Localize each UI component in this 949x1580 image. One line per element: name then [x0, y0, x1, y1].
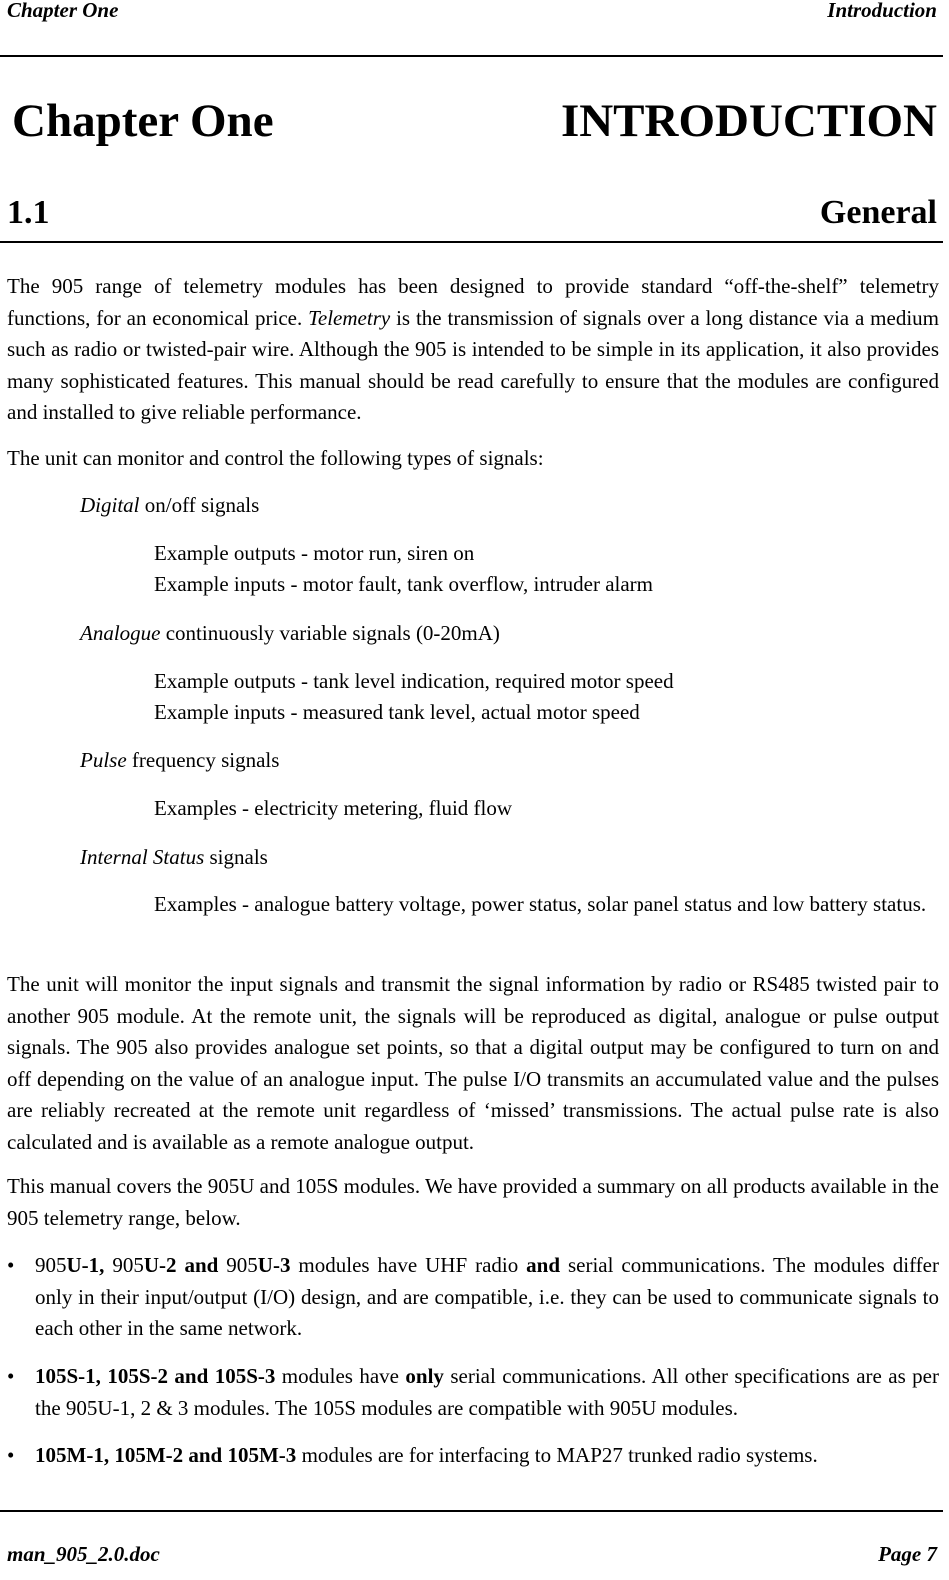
- pulse-examples: Examples - electricity metering, fluid flow: [154, 796, 513, 820]
- section-title: General: [819, 194, 937, 231]
- manual-coverage-paragraph: This manual covers the 905U and 105S modules. We have provided a summary on all products available in the 905 telemetry range, below.: [7, 1174, 939, 1230]
- footer-rule: [0, 1510, 943, 1512]
- chapter-title: INTRODUCTION: [560, 95, 937, 147]
- digital-example-outputs: Example outputs - motor run, siren on: [154, 541, 475, 565]
- bullet-dot: •: [7, 1443, 15, 1467]
- analogue-example-outputs: Example outputs - tank level indication, required motor speed: [154, 669, 674, 693]
- running-header-left: Chapter One: [7, 0, 119, 22]
- telemetry-term: Telemetry: [308, 305, 391, 330]
- running-header-right: Introduction: [827, 0, 937, 22]
- header-rule: [0, 55, 943, 57]
- signals-intro: The unit can monitor and control the following types of signals:: [7, 446, 544, 470]
- intro-paragraph: The 905 range of telemetry modules has been designed to provide standard “off-the-shelf” telemetry functions, for an economical price. Telemetry is the transmission of signals over a long distance via a medium such as radio or twisted-pair wire. Although the 905 is intended to be simple in its application, it also provides many sophisticated features. This manual should be read carefully to ensure that the modules are configured and installed to give reliable performance.: [7, 274, 940, 424]
- footer-doc-name: man_905_2.0.doc: [7, 1542, 160, 1566]
- analogue-signal-heading: Analogue continuously variable signals (0-20mA): [80, 621, 500, 645]
- bullet-105m-modules: 105M-1, 105M-2 and 105M-3 modules are for interfacing to MAP27 trunked radio systems.: [35, 1443, 818, 1467]
- section-number: 1.1: [7, 194, 50, 231]
- internal-status-examples: Examples - analogue battery voltage, power status, solar panel status and low battery status.: [154, 892, 927, 916]
- bullet-905u-modules: 905U-1, 905U-2 and 905U-3 modules have UHF radio and serial communications. The modules differ only in their input/output (I/O) design, and are compatible, i.e. they can be used to communicate signals to each other in the same network.: [35, 1253, 939, 1340]
- chapter-label: Chapter One: [12, 95, 274, 147]
- monitoring-paragraph: The unit will monitor the input signals and transmit the signal information by radio or RS485 twisted pair to another 905 module. At the remote unit, the signals will be reproduced as digital, analogue or pulse output signals. The 905 also provides analogue set points, so that a digital output may be configured to turn on and off depending on the value of an analogue input. The pulse I/O transmits an accumulated value and the pulses are reliably recreated at the remote unit regardless of ‘missed’ transmissions. The actual pulse rate is also calculated and is available as a remote analogue output.: [7, 972, 939, 1154]
- analogue-example-inputs: Example inputs - measured tank level, actual motor speed: [154, 700, 640, 724]
- bullet-dot: •: [7, 1253, 15, 1277]
- bullet-105s-modules: 105S-1, 105S-2 and 105S-3 modules have only serial communications. All other specifications are as per the 905U-1, 2 & 3 modules. The 105S modules are compatible with 905U modules.: [35, 1364, 939, 1420]
- internal-status-heading: Internal Status signals: [80, 845, 268, 869]
- digital-example-inputs: Example inputs - motor fault, tank overflow, intruder alarm: [154, 572, 653, 596]
- bullet-dot: •: [7, 1364, 15, 1388]
- digital-signal-heading: Digital on/off signals: [80, 493, 260, 517]
- pulse-signal-heading: Pulse frequency signals: [80, 748, 280, 772]
- footer-page-number: Page 7: [878, 1542, 937, 1566]
- section-rule: [0, 241, 943, 243]
